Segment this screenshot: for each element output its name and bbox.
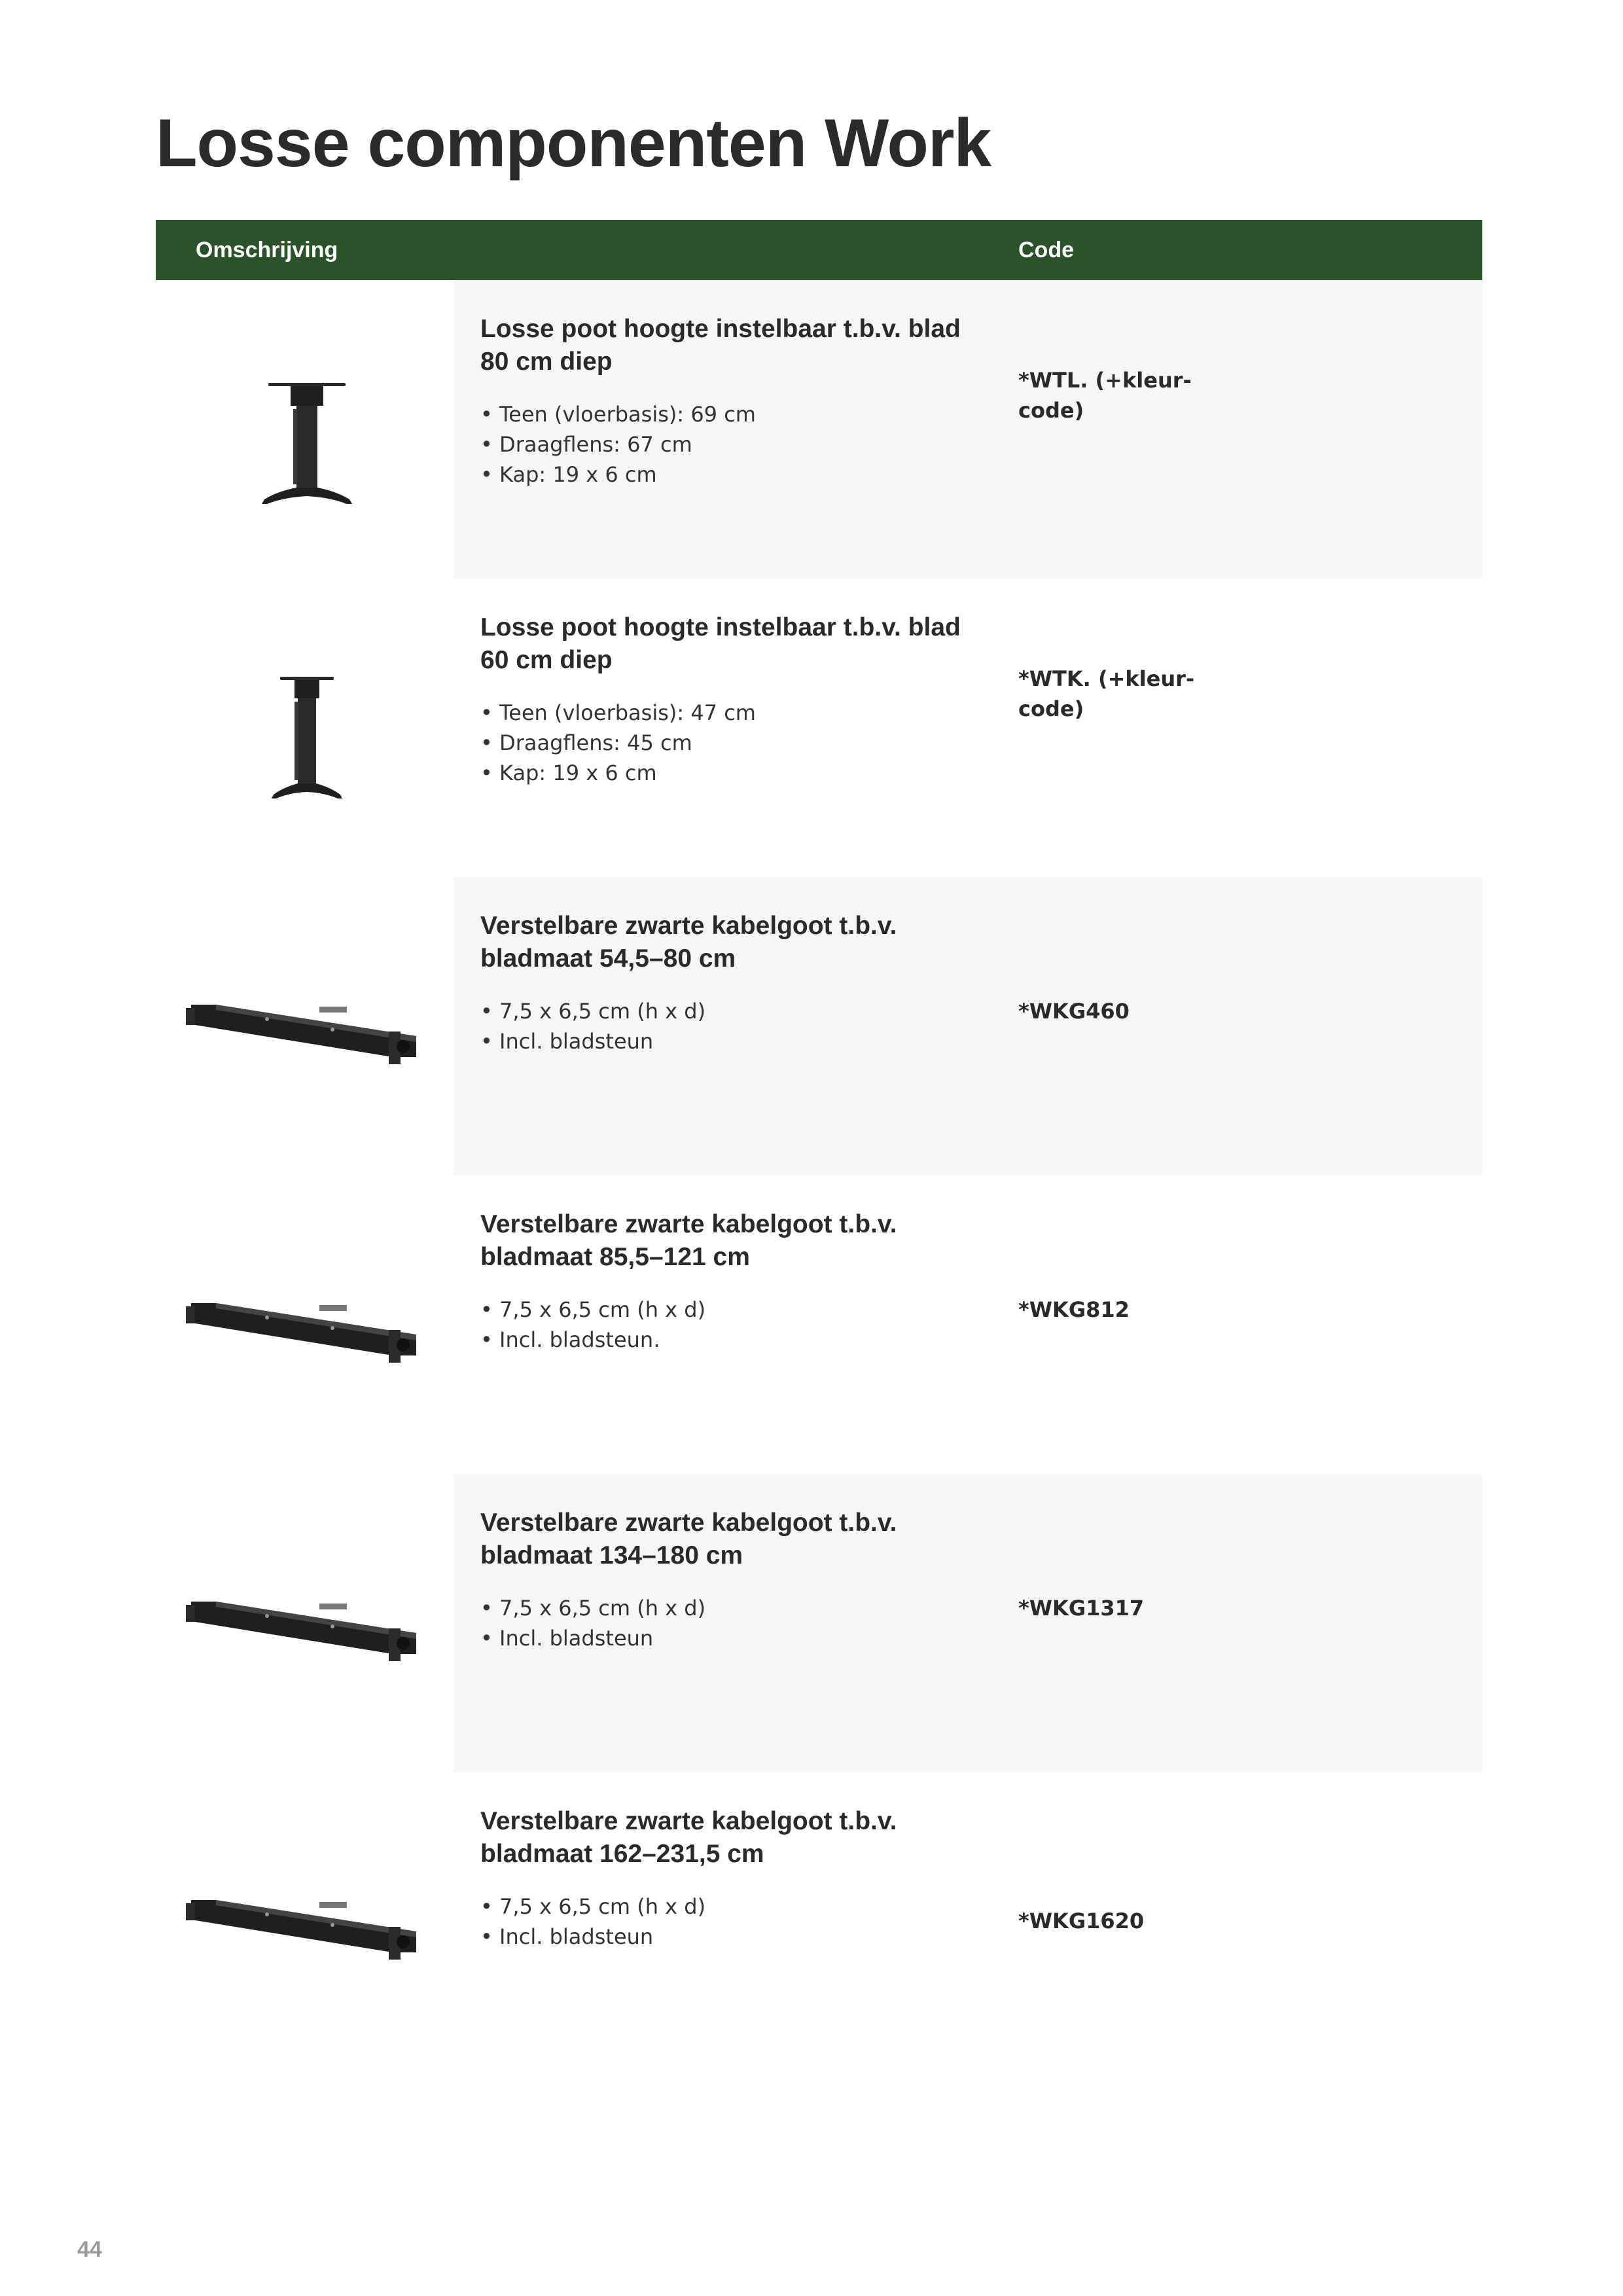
spec-item: • Incl. bladsteun bbox=[480, 1623, 705, 1653]
product-title: Verstelbare zwarte kabelgoot t.b.v. bladmaat 162–231,5 cm bbox=[480, 1807, 897, 1868]
table-header bbox=[156, 220, 1482, 280]
product-row bbox=[156, 877, 1482, 1175]
spec-item: • Kap: 19 x 6 cm bbox=[480, 459, 756, 490]
spec-item: • 7,5 x 6,5 cm (h x d) bbox=[480, 1593, 705, 1623]
product-title: Losse poot hoogte instelbaar t.b.v. blad 80 cm diep bbox=[480, 315, 961, 376]
spec-list bbox=[480, 1295, 705, 1355]
spec-list bbox=[480, 1892, 705, 1952]
table-leg-60-icon bbox=[169, 605, 444, 853]
cable-tray-icon bbox=[169, 1500, 444, 1749]
product-row bbox=[156, 1175, 1482, 1474]
product-row bbox=[156, 579, 1482, 877]
product-code: *WKG1620 bbox=[1018, 1909, 1145, 1933]
header-code: Code bbox=[1018, 238, 1074, 262]
spec-item: • Teen (vloerbasis): 47 cm bbox=[480, 698, 756, 728]
cable-tray-icon bbox=[169, 1202, 444, 1450]
product-title: Verstelbare zwarte kabelgoot t.b.v. bladmaat 54,5–80 cm bbox=[480, 912, 897, 973]
product-row bbox=[156, 1474, 1482, 1772]
product-row bbox=[156, 1772, 1482, 2071]
product-code: *WKG460 bbox=[1018, 999, 1130, 1024]
product-title: Losse poot hoogte instelbaar t.b.v. blad 60 cm diep bbox=[480, 613, 961, 674]
product-code: *WTK. (+kleur-code) bbox=[1018, 666, 1195, 721]
spec-item: • 7,5 x 6,5 cm (h x d) bbox=[480, 1892, 705, 1922]
spec-item: • Incl. bladsteun. bbox=[480, 1325, 705, 1355]
spec-item: • Draagflens: 45 cm bbox=[480, 728, 756, 758]
product-title: Verstelbare zwarte kabelgoot t.b.v. bladmaat 134–180 cm bbox=[480, 1509, 897, 1570]
cable-tray-icon bbox=[169, 1799, 444, 2047]
page-number: 44 bbox=[77, 2237, 102, 2262]
spec-item: • 7,5 x 6,5 cm (h x d) bbox=[480, 996, 705, 1026]
spec-list bbox=[480, 1593, 705, 1653]
spec-item: • Kap: 19 x 6 cm bbox=[480, 758, 756, 788]
header-omschrijving: Omschrijving bbox=[196, 238, 338, 262]
spec-list bbox=[480, 399, 756, 490]
page-title: Losse componenten Work bbox=[156, 105, 991, 181]
spec-item: • Incl. bladsteun bbox=[480, 1922, 705, 1952]
product-code: *WTL. (+kleur-code) bbox=[1018, 368, 1192, 423]
product-title: Verstelbare zwarte kabelgoot t.b.v. bladmaat 85,5–121 cm bbox=[480, 1210, 897, 1271]
spec-list bbox=[480, 698, 756, 788]
product-code: *WKG1317 bbox=[1018, 1596, 1145, 1621]
spec-list bbox=[480, 996, 705, 1056]
spec-item: • 7,5 x 6,5 cm (h x d) bbox=[480, 1295, 705, 1325]
product-row bbox=[156, 280, 1482, 579]
cable-tray-icon bbox=[169, 903, 444, 1152]
spec-item: • Teen (vloerbasis): 69 cm bbox=[480, 399, 756, 429]
spec-item: • Incl. bladsteun bbox=[480, 1026, 705, 1056]
product-code: *WKG812 bbox=[1018, 1297, 1130, 1322]
spec-item: • Draagflens: 67 cm bbox=[480, 429, 756, 459]
table-leg-80-icon bbox=[169, 306, 444, 555]
